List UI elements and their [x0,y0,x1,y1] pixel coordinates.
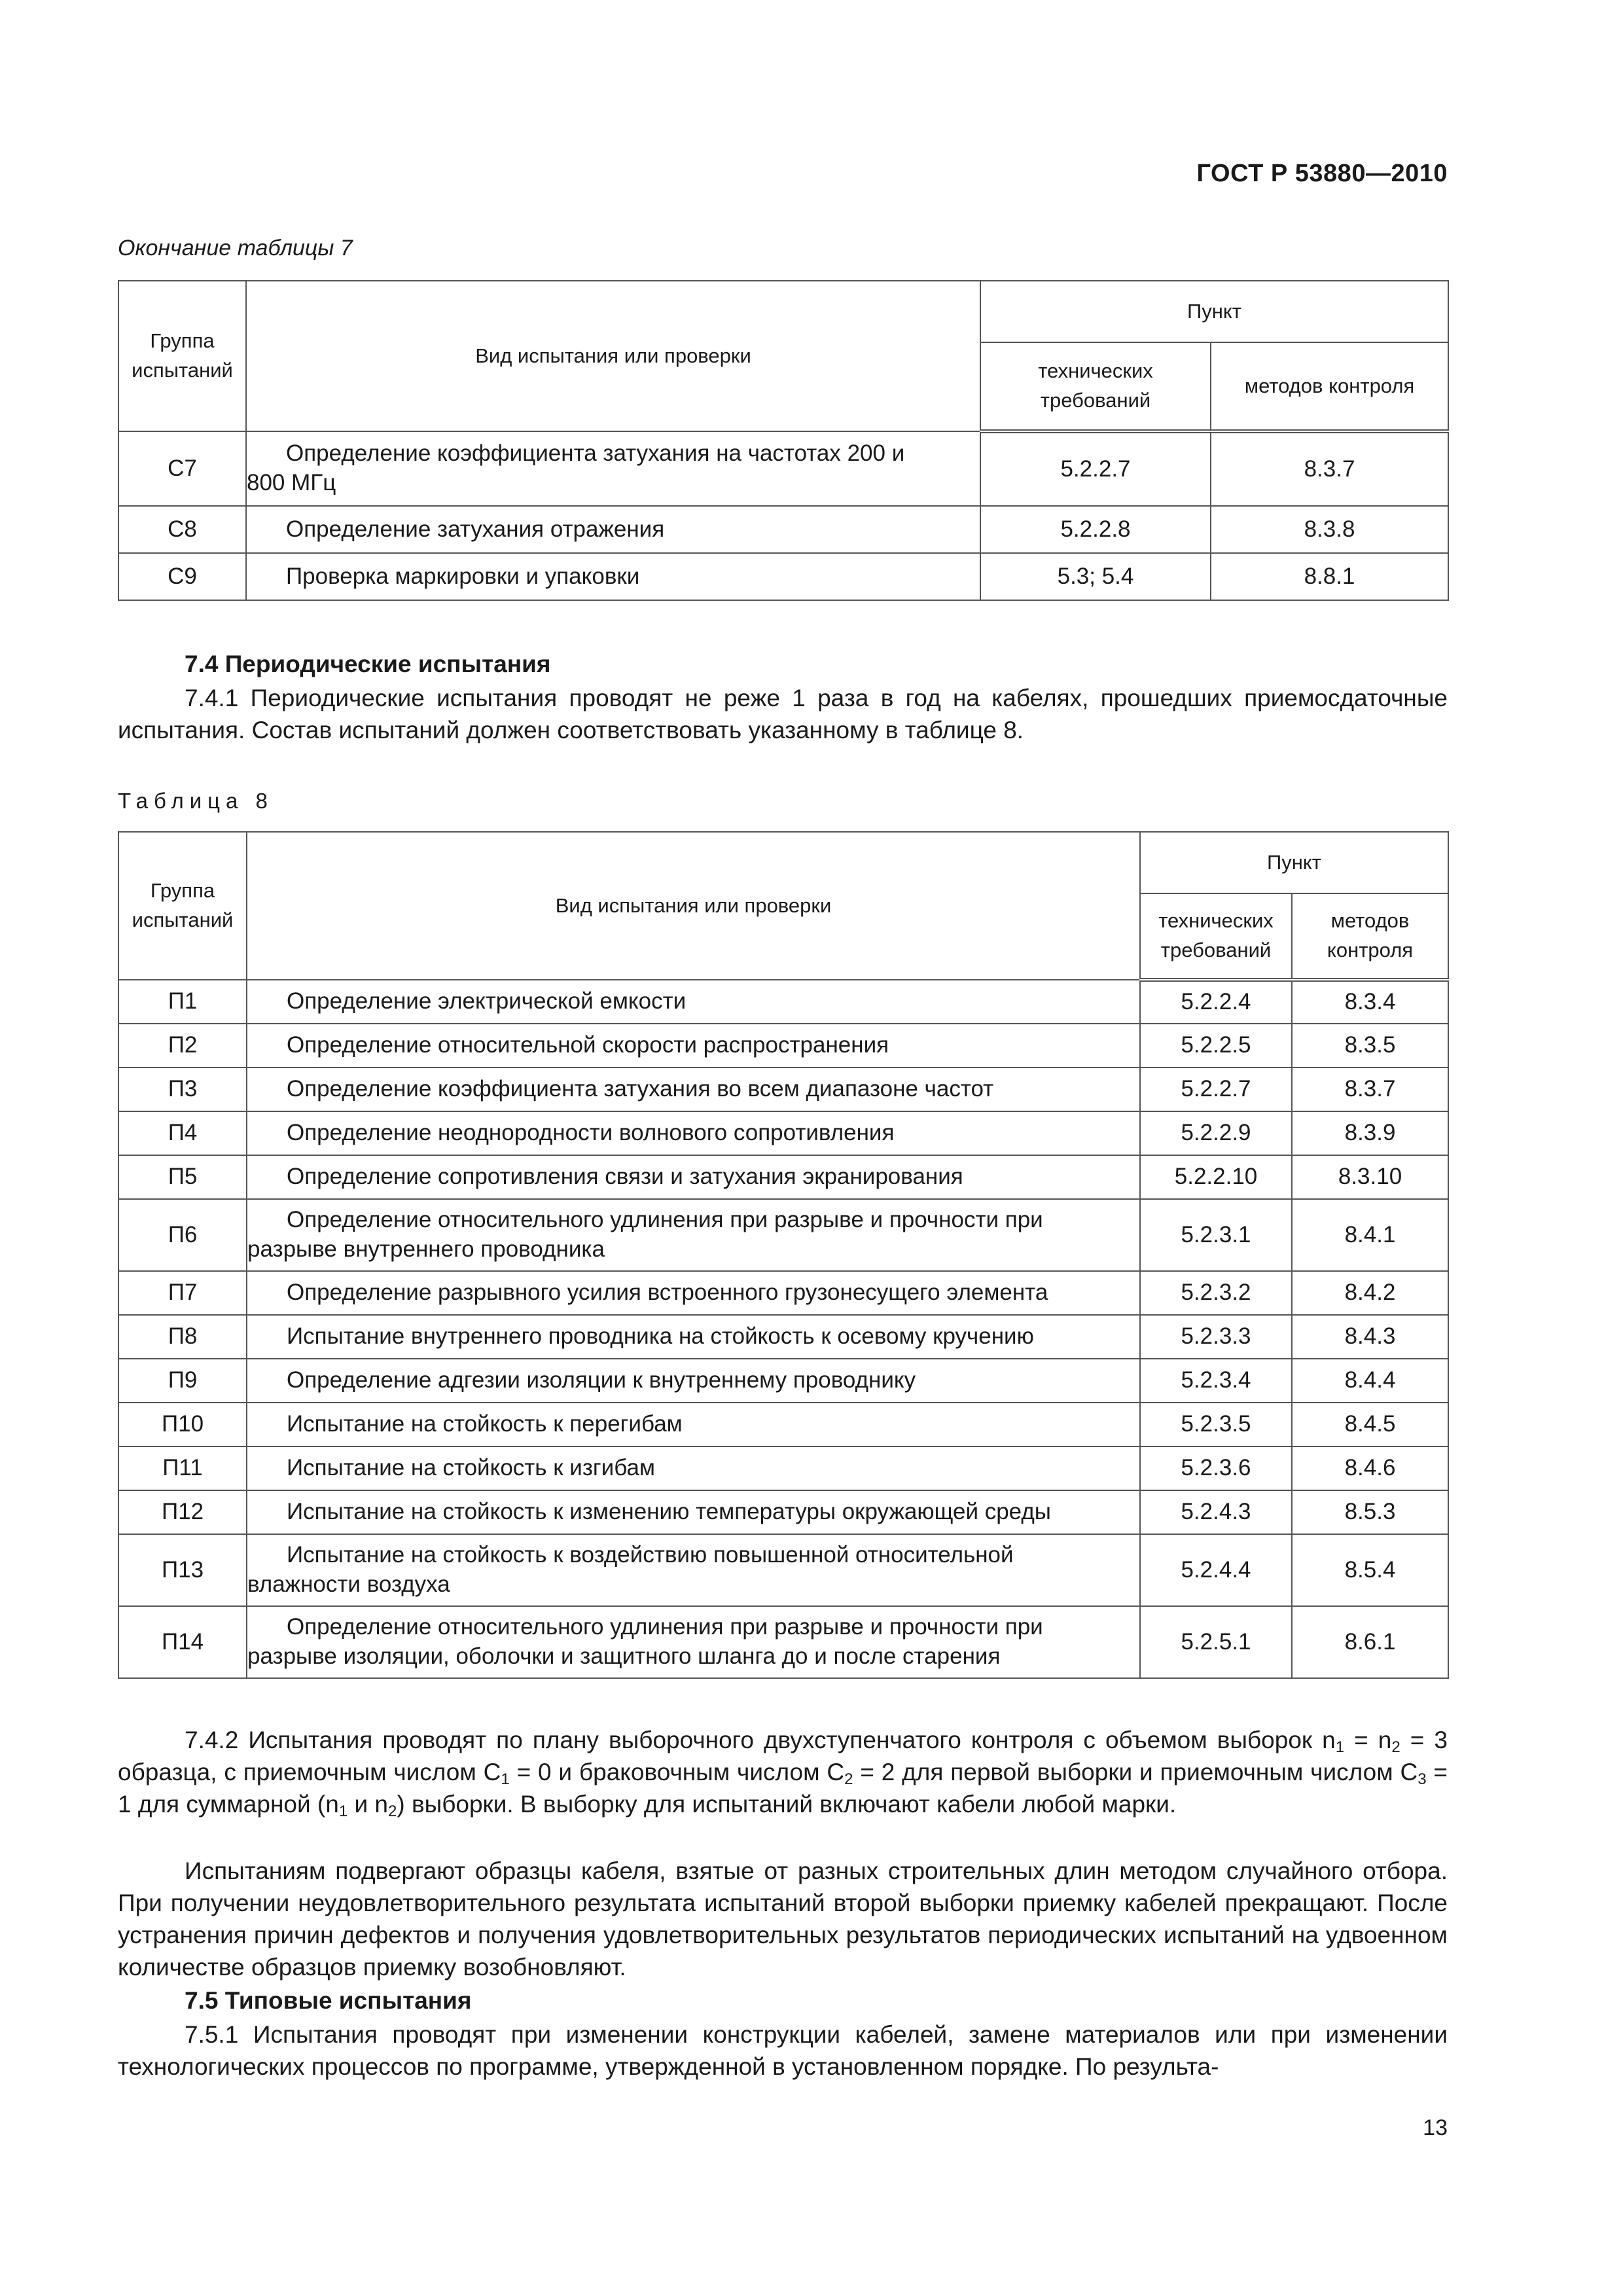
test-name-cell [247,1359,1140,1403]
test-method-cell: 8.3.7 [1211,431,1448,506]
paragraph-7-4-2 [118,1724,1448,1820]
test-group-cell: С8 [118,506,246,553]
document-code: ГОСТ Р 53880—2010 [1196,160,1448,187]
header-test-methods: методов контроля [1211,342,1448,431]
test-name-lead: Определение коэффициента затухания на частотах 200 и [286,440,905,467]
tech-requirement-cell: 5.2.5.1 [1140,1606,1292,1678]
header-punkt: Пункт [1140,832,1448,893]
paragraph-7-5-1: 7.5.1 Испытания проводят при изменении конструкции кабелей, замене материалов или при изменении технологических процессов по программе, утвержденной в установленном порядке. По результа- [118,2021,1448,2080]
table-row [118,1606,1448,1678]
table-row [118,506,1448,553]
test-group-cell: П3 [118,1067,247,1111]
test-name-cell [246,553,980,600]
tech-requirement-cell: 5.2.3.4 [1140,1359,1292,1403]
test-name-lead: Определение электрической емкости [287,988,687,1014]
header-punkt: Пункт [980,281,1448,342]
tech-requirement-cell: 5.2.4.3 [1140,1490,1292,1534]
subscript: 1 [338,1803,348,1820]
header-group: Группа испытаний [118,281,246,431]
test-method-cell: 8.3.7 [1292,1067,1448,1111]
test-name-lead: Определение неоднородности волнового сопротивления [287,1120,895,1146]
tech-requirement-cell: 5.2.2.4 [1140,980,1292,1024]
table7-body [118,431,1448,600]
table-row [118,1534,1448,1606]
text-fragment: = 1 для суммарной (n [118,1759,1448,1818]
tech-requirement-cell: 5.2.3.5 [1140,1403,1292,1446]
test-name-cell [247,1271,1140,1315]
subscript: 2 [388,1803,397,1820]
test-method-cell: 8.6.1 [1292,1606,1448,1678]
test-group-cell: С7 [118,431,246,506]
tech-requirement-cell: 5.2.3.3 [1140,1315,1292,1359]
table-row [118,1024,1448,1067]
table-row [118,1490,1448,1534]
section-7-4-heading: 7.4 Периодические испытания [185,651,551,677]
test-group-cell: П8 [118,1315,247,1359]
test-name-cell [247,1490,1140,1534]
test-method-cell: 8.3.9 [1292,1111,1448,1155]
paragraph-sampling: Испытаниям подвергают образцы кабеля, взятые от разных строительных длин методом случайного отбора. При получении неудовлетворительного результата испытаний второй выборки приемку кабелей прекращают. После устранения причин дефектов и получения удовлетворительных результатов периодических испытаний на удвоенном количестве образцов приемку возобновляют. [118,1857,1448,1981]
test-name-lead: Испытание на стойкость к изгибам [287,1455,655,1481]
test-method-cell: 8.8.1 [1211,553,1448,600]
page-number: 13 [1423,2115,1448,2140]
subscript: 3 [1418,1770,1427,1788]
tech-requirement-cell: 5.2.2.5 [1140,1024,1292,1067]
tech-requirement-cell: 5.2.3.6 [1140,1446,1292,1490]
table-row [118,1199,1448,1271]
test-group-cell: П1 [118,980,247,1024]
table7 [118,280,1449,601]
table-row [118,1446,1448,1490]
test-name-cell [247,1534,1140,1606]
test-name-lead: Испытание на стойкость к изменению температуры окружающей среды [287,1499,1051,1525]
test-group-cell: П2 [118,1024,247,1067]
test-method-cell: 8.4.3 [1292,1315,1448,1359]
test-name-cell [246,506,980,553]
table-row [118,1359,1448,1403]
header-tech-requirements: технических требований [1140,893,1292,980]
text-fragment: и n [348,1791,388,1818]
text-fragment: = 2 для первой выборки и приемочным числом C [853,1759,1418,1785]
test-name-cell [246,431,980,506]
table-row [118,1155,1448,1199]
test-method-cell: 8.3.4 [1292,980,1448,1024]
test-method-cell: 8.4.1 [1292,1199,1448,1271]
text-fragment: ) выборки. В выборку для испытаний включают кабели любой марки. [397,1791,1177,1818]
test-name-cell [247,1446,1140,1490]
test-method-cell: 8.4.6 [1292,1446,1448,1490]
text-fragment: = 0 и браковочным числом C [509,1759,845,1785]
test-group-cell: П11 [118,1446,247,1490]
test-group-cell: С9 [118,553,246,600]
table-row [118,980,1448,1024]
table-row [118,1067,1448,1111]
test-name-continuation: влажности воздуха [247,1571,450,1597]
section-7-5-heading: 7.5 Типовые испытания [185,1987,472,2014]
test-method-cell: 8.4.4 [1292,1359,1448,1403]
test-group-cell: П5 [118,1155,247,1199]
subscript: 1 [1335,1738,1345,1756]
test-name-lead: Определение коэффициента затухания во всем диапазоне частот [287,1076,994,1102]
test-group-cell: П4 [118,1111,247,1155]
test-group-cell: П7 [118,1271,247,1315]
test-method-cell: 8.5.3 [1292,1490,1448,1534]
header-test-type: Вид испытания или проверки [247,832,1140,980]
table8-caption: Таблица 8 [118,789,274,813]
tech-requirement-cell: 5.2.2.9 [1140,1111,1292,1155]
test-name-cell [247,1067,1140,1111]
test-method-cell: 8.4.2 [1292,1271,1448,1315]
table-row [118,1271,1448,1315]
test-method-cell: 8.3.5 [1292,1024,1448,1067]
header-group: Группа испытаний [118,832,247,980]
tech-requirement-cell: 5.2.4.4 [1140,1534,1292,1606]
test-name-lead: Испытание внутреннего проводника на стойкость к осевому кручению [287,1323,1034,1350]
test-group-cell: П9 [118,1359,247,1403]
subscript: 2 [844,1770,853,1788]
test-name-cell [247,1315,1140,1359]
header-test-type: Вид испытания или проверки [246,281,980,431]
table8 [118,831,1449,1679]
table7-caption: Окончание таблицы 7 [118,236,353,260]
table8-body [118,980,1448,1678]
test-name-cell [247,1199,1140,1271]
table-row [118,553,1448,600]
test-name-lead: Определение относительного удлинения при разрыве и прочности при [287,1207,1043,1233]
test-group-cell: П14 [118,1606,247,1678]
test-name-cell [247,1111,1140,1155]
test-name-lead: Определение затухания отражения [286,516,665,542]
test-name-cell [247,1606,1140,1678]
test-group-cell: П13 [118,1534,247,1606]
table-row [118,431,1448,506]
tech-requirement-cell: 5.2.3.2 [1140,1271,1292,1315]
tech-requirement-cell: 5.2.2.10 [1140,1155,1292,1199]
test-group-cell: П6 [118,1199,247,1271]
test-name-continuation: 800 МГц [247,470,336,495]
text-fragment: = 3 образца, с приемочным числом C [118,1727,1448,1785]
test-name-cell [247,1024,1140,1067]
paragraph-7-4-1: 7.4.1 Периодические испытания проводят не реже 1 раза в год на кабелях, прошедших приемосдаточные испытания. Состав испытаний должен соответствовать указанному в таблице 8. [118,685,1448,744]
table-row [118,1111,1448,1155]
test-method-cell: 8.3.8 [1211,506,1448,553]
test-name-lead: Определение относительной скорости распространения [287,1032,889,1058]
tech-requirement-cell: 5.2.2.7 [1140,1067,1292,1111]
test-method-cell: 8.3.10 [1292,1155,1448,1199]
text-fragment: n [1322,1727,1336,1753]
subscript: 1 [501,1770,510,1788]
test-name-cell [247,980,1140,1024]
test-name-lead: Испытание на стойкость к воздействию повышенной относительной [287,1542,1014,1568]
tech-requirement-cell: 5.2.2.8 [980,506,1211,553]
text-fragment: 7.4.2 Испытания проводят по плану выборочного двухступенчатого контроля с объемом выборок [185,1727,1313,1753]
test-name-lead: Испытание на стойкость к перегибам [287,1411,683,1437]
header-test-methods: методов контроля [1292,893,1448,980]
test-name-continuation: разрыве изоляции, оболочки и защитного шланга до и после старения [247,1643,1001,1669]
text-fragment: = n [1344,1727,1392,1753]
test-group-cell: П10 [118,1403,247,1446]
test-method-cell: 8.5.4 [1292,1534,1448,1606]
test-name-lead: Определение сопротивления связи и затухания экранирования [287,1164,963,1190]
table-row [118,1315,1448,1359]
tech-requirement-cell: 5.2.3.1 [1140,1199,1292,1271]
test-name-lead: Определение разрывного усилия встроенного грузонесущего элемента [287,1280,1048,1306]
tech-requirement-cell: 5.3; 5.4 [980,553,1211,600]
subscript: 2 [1391,1738,1400,1756]
test-name-lead: Проверка маркировки и упаковки [286,563,640,589]
test-name-lead: Определение адгезии изоляции к внутреннему проводнику [287,1367,916,1393]
test-name-lead: Определение относительного удлинения при разрыве и прочности при [287,1614,1043,1640]
test-group-cell: П12 [118,1490,247,1534]
table-row [118,1403,1448,1446]
test-name-continuation: разрыве внутреннего проводника [247,1236,605,1262]
test-name-cell [247,1155,1140,1199]
tech-requirement-cell: 5.2.2.7 [980,431,1211,506]
test-name-cell [247,1403,1140,1446]
header-tech-requirements: технических требований [980,342,1211,431]
test-method-cell: 8.4.5 [1292,1403,1448,1446]
